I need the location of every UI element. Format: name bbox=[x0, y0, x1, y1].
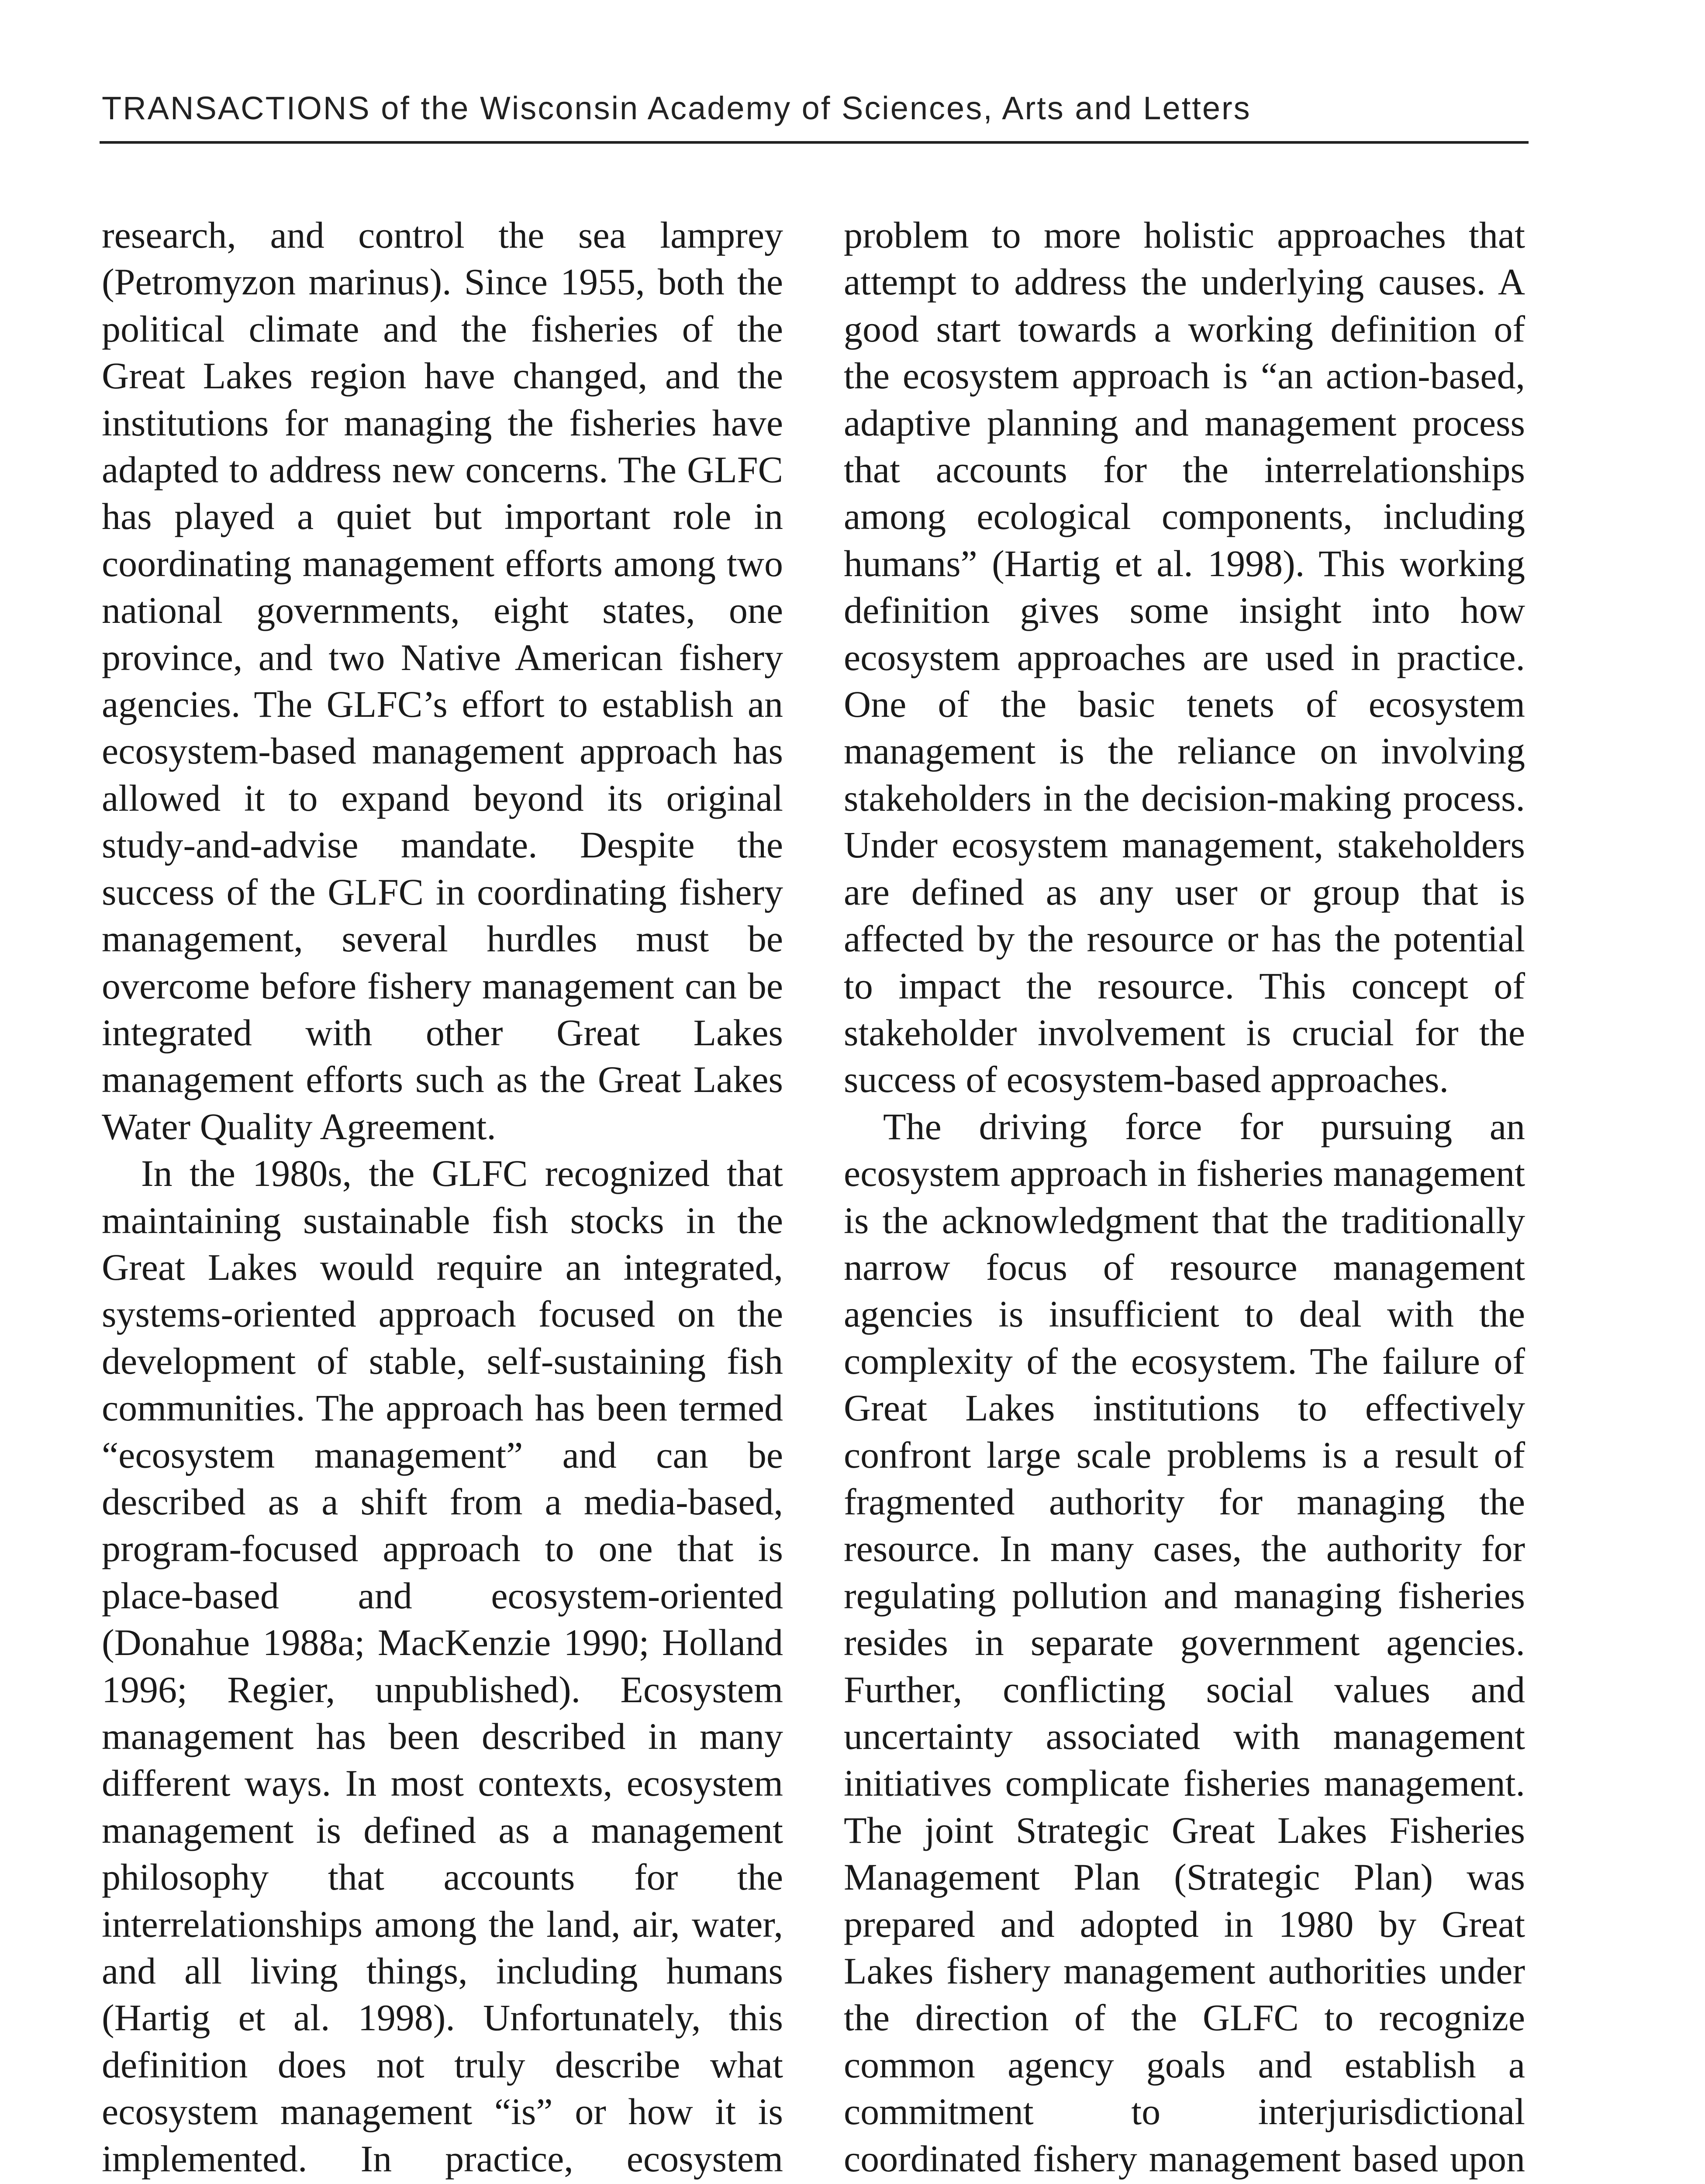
left-paragraph-1: research, and control the sea lamprey (Petromyzon marinus). Since 1955, both the political climate and the fisheries of the Great Lakes region have changed, and the institutions for managing the fisheries have adapted to address new concerns. The GLFC has played a quiet but important role in coordinating management efforts among two national governments, eight states, one province, and two Native American fishery agencies. The GLFC’s effort to establish an ecosystem-based management approach has allowed it to expand beyond its original study-and-advise mandate. Despite the success of the GLFC in coordinating fishery management, several hurdles must be overcome before fishery management can be integrated with other Great Lakes management efforts such as the Great Lakes Water Quality Agreement. bbox=[102, 214, 783, 1147]
right-column bbox=[844, 212, 1525, 2184]
right-paragraph-1: problem to more holistic approaches that attempt to address the underlying causes. A good start towards a working definition of the ecosystem approach is “an action-based, adaptive planning and management process that accounts for the interrelationships among ecological components, including humans” (Hartig et al. 1998). This working definition gives some insight into how ecosystem approaches are used in practice. One of the basic tenets of ecosystem management is the reliance on involving stakeholders in the decision-making process. Under ecosystem management, stakeholders are defined as any user or group that is affected by the resource or has the potential to impact the resource. This concept of stakeholder involvement is crucial for the success of ecosystem-based approaches. bbox=[844, 214, 1525, 1101]
left-paragraph-2: In the 1980s, the GLFC recognized that maintaining sustainable fish stocks in the Great Lakes would require an integrated, systems-oriented approach focused on the development of stable, self-sustaining fish communities. The approach has been termed “ecosystem management” and can be described as a shift from a media-based, program-focused approach to one that is place-based and ecosystem-oriented (Donahue 1988a; MacKenzie 1990; Holland 1996; Regier, unpublished). Ecosystem management has been described in many different ways. In most contexts, ecosystem management is defined as a management philosophy that accounts for the interrelationships among the land, air, water, and all living things, including humans (Hartig et al. 1998). Unfortunately, this definition does not truly describe what ecosystem management “is” or how it is implemented. In practice, ecosystem bbox=[102, 1152, 783, 2180]
left-column bbox=[102, 212, 783, 2184]
right-paragraph-2: The driving force for pursuing an ecosystem approach in fisheries management is the acknowledgment that the traditionally narrow focus of resource management agencies is insufficient to deal with the complexity of the ecosystem. The failure of Great Lakes institutions to effectively confront large scale problems is a result of fragmented authority for managing the resource. In many cases, the authority for regulating pollution and managing fisheries resides in separate government agencies. Further, conflicting social values and uncertainty associated with management initiatives complicate fisheries management. The joint Strategic Great Lakes Fisheries Management Plan (Strategic Plan) was prepared and adopted in 1980 by Great Lakes fishery management authorities under the direction of the GLFC to recognize common agency goals and establish a commitment to interjurisdictional coordinated fishery management based upon bbox=[844, 1105, 1525, 2180]
running-head: TRANSACTIONS of the Wisconsin Academy of Sciences, Arts and Letters bbox=[102, 90, 1251, 126]
header-rule bbox=[100, 141, 1529, 144]
